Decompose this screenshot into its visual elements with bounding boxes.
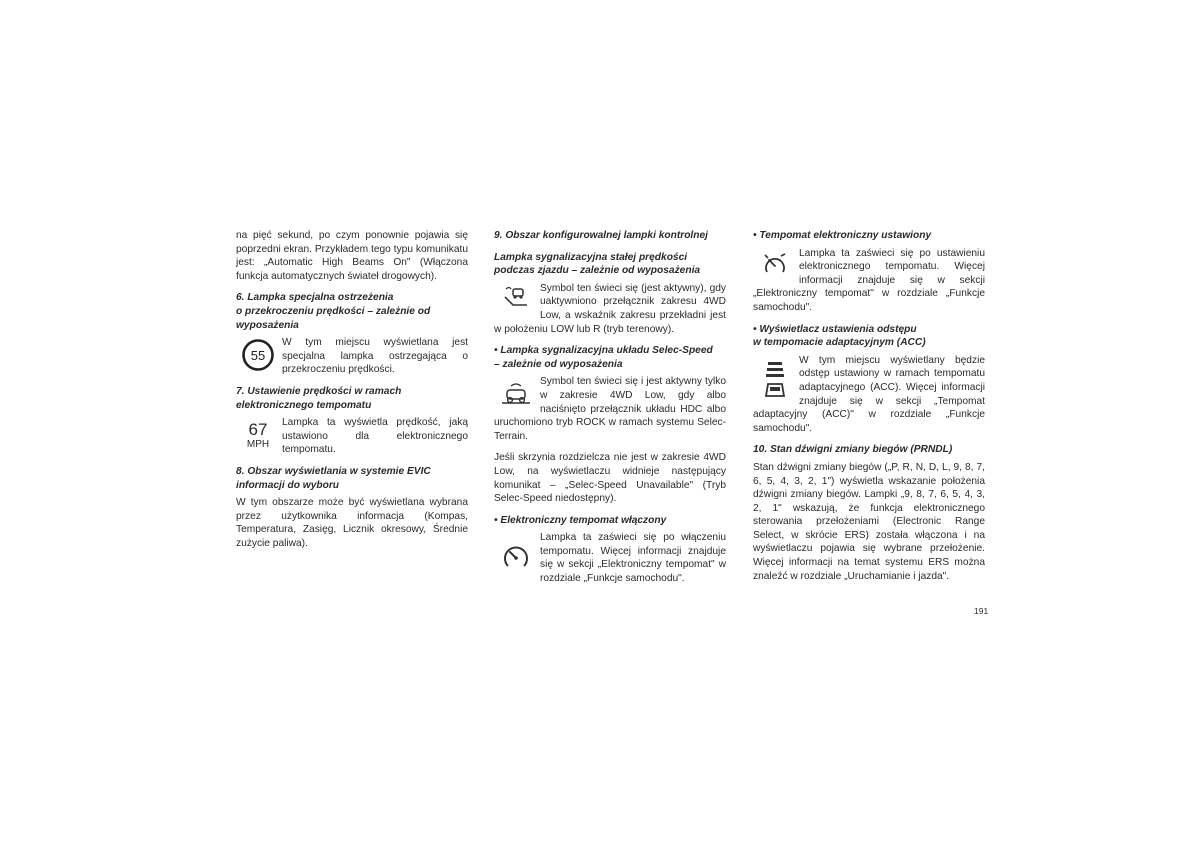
column-3: [753, 229, 985, 591]
cruise-on-heading: • Elektroniczny tempomat włączony: [494, 514, 667, 526]
section-8-heading: [236, 465, 468, 492]
column-1: [236, 229, 468, 558]
acc-text: W tym miejscu wyświetlany będzie odstęp ustawiony w ramach tempomatu adaptacyjnego (ACC). Więcej informacji znajduje się w sekcji „Tempomat adaptacyjny (ACC)" w rozdziale „Funkcje samochodu".: [753, 354, 985, 434]
cruise-set-heading: • Tempomat elektroniczny ustawiony: [753, 230, 932, 241]
hdc-heading: [494, 251, 726, 278]
heading-line: – zależnie od wyposażenia: [494, 358, 623, 370]
hdc-block: [494, 282, 726, 336]
heading-line: w tempomacie adaptacyjnym (ACC): [753, 337, 926, 349]
selec-speed-note: Jeśli skrzynia rozdzielcza nie jest w zakresie 4WD Low, na wyświetlaczu widnieje następujący komunikat – „Selec-Speed Unavailable" (Tryb Selec-Speed niedostępny).: [494, 452, 726, 505]
speedometer-icon: [494, 531, 538, 583]
acc-heading: [753, 323, 985, 350]
section-6-text: W tym miejscu wyświetlana jest specjalna lampka ostrzegająca o przekroczeniu prędkości.: [282, 337, 468, 376]
set-speed-value: 67: [248, 420, 268, 440]
speed-limit-icon: [236, 336, 280, 374]
selec-speed-heading: [494, 344, 726, 371]
section-6-block: [236, 336, 468, 377]
cruise-on-text: Lampka ta zaświeci się po włączeniu tempomatu. Więcej informacji znajduje się w sekcji „Elektroniczny tempomat" w rozdziale „Funkcje samochodu".: [540, 532, 726, 585]
cruise-set-block: [753, 247, 985, 315]
section-8-text: W tym obszarze może być wyświetlana wybrana przez użytkownika informacja (Kompas, Temperatura, Zasięg, Licznik okresowy, Średnie zużycie paliwa).: [236, 497, 468, 549]
heading-line: 7. Ustawienie prędkości w ramach: [236, 385, 402, 397]
section-9-heading: 9. Obszar konfigurowalnej lampki kontrolnej: [494, 230, 708, 241]
selec-speed-icon: [494, 375, 538, 415]
cruise-on-block: [494, 531, 726, 585]
heading-line: wyposażenia: [236, 319, 299, 331]
column-2: [494, 229, 726, 594]
hill-descent-icon: [494, 282, 538, 314]
speed-limit-value: 55: [250, 348, 266, 364]
heading-line: informacji do wyboru: [236, 479, 340, 491]
section-6-heading: [236, 291, 468, 332]
cruise-set-text: Lampka ta zaświeci się po ustawieniu elektronicznego tempomatu. Więcej informacji znajduje się w sekcji „Elektroniczny tempomat" w rozdziale „Funkcje samochodu".: [753, 247, 985, 313]
section-7-heading: [236, 385, 468, 412]
section-7-text: Lampka ta wyświetla prędkość, jaką ustawiono dla elektronicznego tempomatu.: [282, 417, 468, 456]
set-speed-icon: [236, 416, 280, 456]
acc-distance-icon: [753, 354, 797, 406]
heading-line: 8. Obszar wyświetlania w systemie EVIC: [236, 465, 431, 477]
section-10-heading: 10. Stan dźwigni zmiany biegów (PRNDL): [753, 444, 953, 456]
heading-line: Lampka sygnalizacyjna stałej prędkości: [494, 251, 688, 263]
section-10-text: Stan dźwigni zmiany biegów („P, R, N, D, L, 9, 8, 7, 6, 5, 4, 3, 2, 1") wyświetla wskazanie położenia dźwigni zmiany biegów. Lampki „9, 8, 7, 6, 5, 4, 3, 2, 1" wskazują, że funkcja elektronicznego sterowania przełożeniami (Electronic Range Select, w skrócie ERS) została włączona i na wyświetlaczu pojawia się wybrane przełożenie. Więcej informacji na temat systemu ERS można znaleźć w rozdziale „Uruchamianie i jazda".: [753, 461, 985, 582]
heading-line: • Wyświetlacz ustawienia odstępu: [753, 323, 917, 335]
heading-line: • Lampka sygnalizacyjna układu Selec-Speed: [494, 345, 713, 357]
selec-speed-block: [494, 375, 726, 443]
page-number: 191: [974, 606, 989, 616]
intro-paragraph: na pięć sekund, po czym ponownie pojawia się poprzedni ekran. Przykładem tego typu komunikatu jest: „Automatic High Beams On" (Włączona funkcja automatycznych świateł drogowych).: [236, 230, 468, 282]
heading-line: 6. Lampka specjalna ostrzeżenia: [236, 292, 394, 304]
section-7-block: [236, 416, 468, 457]
cruise-set-icon: [753, 247, 797, 283]
selec-speed-text: Symbol ten świeci się i jest aktywny tylko w zakresie 4WD Low, gdy albo naciśnięto przełącznik układu HDC albo uruchomiono tryb ROCK w ramach systemu Selec-Terrain.: [494, 376, 726, 442]
heading-line: elektronicznego tempomatu: [236, 399, 372, 411]
hdc-text: Symbol ten świeci się (jest aktywny), gdy uaktywniono przełącznik zakresu 4WD Low, a wskaźnik zakresu przekładni jest w położeniu LOW lub R (tryb terenowy).: [494, 282, 726, 335]
acc-block: [753, 354, 985, 436]
heading-line: podczas zjazdu – zależnie od wyposażenia: [494, 265, 701, 277]
heading-line: o przekroczeniu prędkości – zależnie od: [236, 305, 431, 317]
set-speed-unit: MPH: [246, 439, 270, 451]
